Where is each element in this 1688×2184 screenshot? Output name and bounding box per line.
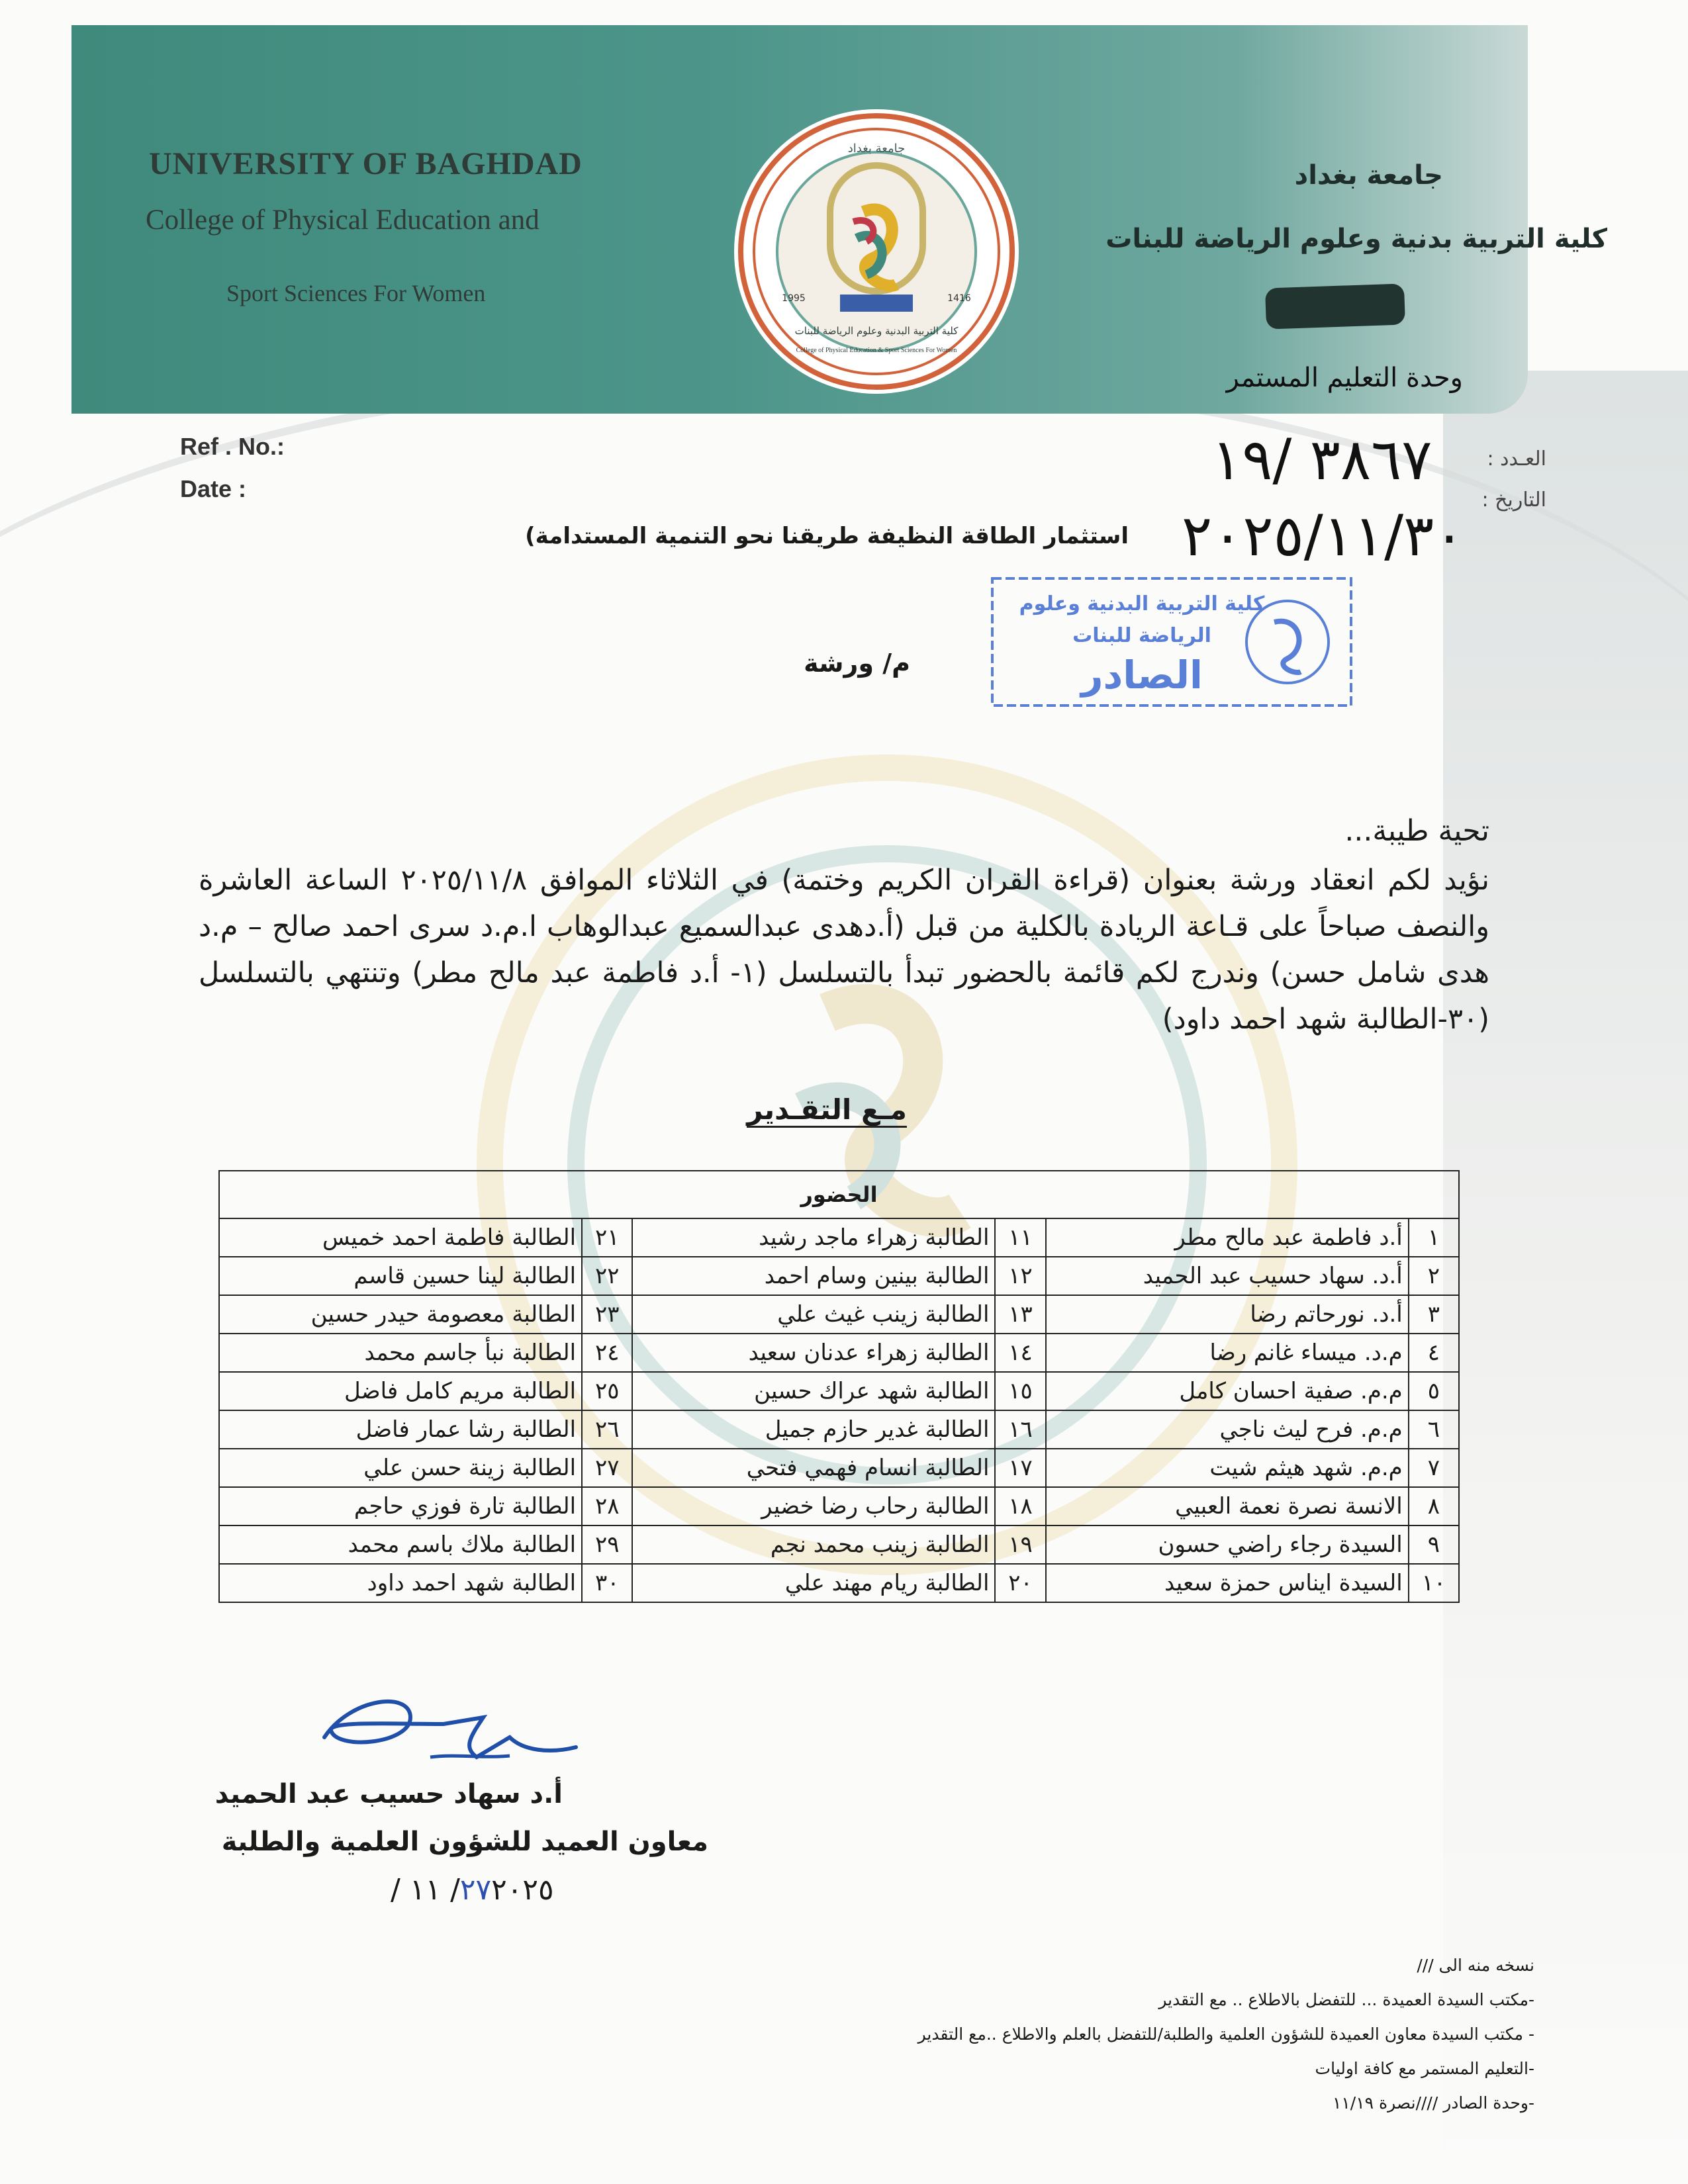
attendee-number: ١١ <box>995 1218 1045 1257</box>
attendee-number: ٦ <box>1409 1410 1459 1449</box>
attendee-name: الطالبة زينب محمد نجم <box>632 1525 995 1564</box>
college-name-en-line1: College of Physical Education and <box>146 205 539 236</box>
attendee-name: السيدة ايناس حمزة سعيد <box>1046 1564 1409 1602</box>
subject-line: استثمار الطاقة النظيفة طريقنا نحو التنمية المستدامة) <box>525 523 1129 549</box>
attendee-number: ١٠ <box>1409 1564 1459 1602</box>
logo-top-text: جامعة بغداد <box>847 142 906 156</box>
attendee-name: الطالبة زينب غيث علي <box>632 1295 995 1334</box>
attendee-name: م.م. صفية احسان كامل <box>1046 1372 1409 1410</box>
greeting: تحية طيبة... <box>1344 814 1489 848</box>
attendee-name: الطالبة لينا حسين قاسم <box>219 1257 582 1295</box>
attendee-number: ١٦ <box>995 1410 1045 1449</box>
signature-date-printed: ٢٠٢٥/ ١١ / <box>391 1873 554 1907</box>
attendee-name: الطالبة رحاب رضا خضير <box>632 1487 995 1525</box>
attendee-number: ٢٠ <box>995 1564 1045 1602</box>
attendee-name: الطالبة مريم كامل فاضل <box>219 1372 582 1410</box>
table-row <box>219 1449 1459 1487</box>
attendee-name: الطالبة ريام مهند علي <box>632 1564 995 1602</box>
stamp-line2: الرياضة للبنات <box>1072 624 1211 647</box>
attendee-name: الطالبة تارة فوزي حاجم <box>219 1487 582 1525</box>
attendee-number: ١ <box>1409 1218 1459 1257</box>
attendee-number: ١٥ <box>995 1372 1045 1410</box>
signatory-title: معاون العميد للشؤون العلمية والطلبة <box>221 1827 708 1857</box>
redaction-mark <box>1265 283 1405 329</box>
attendee-number: ٢٣ <box>582 1295 632 1334</box>
attendee-number: ٧ <box>1409 1449 1459 1487</box>
college-name-ar: كلية التربية بدنية وعلوم الرياضة للبنات <box>1105 224 1607 254</box>
attendee-number: ٢٥ <box>582 1372 632 1410</box>
attendee-number: ٣ <box>1409 1295 1459 1334</box>
attendance-table <box>218 1170 1460 1603</box>
unit-name-ar: وحدة التعليم المستمر <box>1226 363 1463 393</box>
cc-item: -مكتب السيدة العميدة ... للتفضل بالاطلاع .. مع التقدير <box>1158 1990 1534 2009</box>
attendee-name: الانسة نصرة نعمة العبيي <box>1046 1487 1409 1525</box>
attendee-name: أ.د فاطمة عبد مالح مطر <box>1046 1218 1409 1257</box>
attendee-name: الطالبة ملاك باسم محمد <box>219 1525 582 1564</box>
university-seal-logo <box>731 106 1022 397</box>
table-row <box>219 1564 1459 1602</box>
stamp-line3: الصادر <box>1081 653 1203 698</box>
attendee-number: ١٤ <box>995 1334 1045 1372</box>
table-row <box>219 1525 1459 1564</box>
attendee-number: ١٢ <box>995 1257 1045 1295</box>
table-row <box>219 1487 1459 1525</box>
date-label-ar: التاريخ : <box>1481 488 1546 512</box>
attendee-name: الطالبة زهراء عدنان سعيد <box>632 1334 995 1372</box>
table-row <box>219 1372 1459 1410</box>
outgoing-stamp <box>990 576 1354 708</box>
attendee-name: الطالبة زهراء ماجد رشيد <box>632 1218 995 1257</box>
signature-date-day: ٢٧ <box>459 1873 492 1907</box>
attendee-name: الطالبة رشا عمار فاضل <box>219 1410 582 1449</box>
signature-date <box>391 1873 554 1907</box>
attendee-number: ٥ <box>1409 1372 1459 1410</box>
handwritten-ref-number: ٣٨٦٧ /١٩ <box>1211 427 1432 493</box>
regards-line: مـع التقـدير <box>747 1093 907 1128</box>
attendee-name: الطالبة شهد احمد داود <box>219 1564 582 1602</box>
date-label: Date : <box>180 475 247 502</box>
cc-item: - مكتب السيدة معاون العميدة للشؤون العلمية والطلبة/للتفضل بالعلم والاطلاع ..مع التقدير <box>917 2025 1534 2044</box>
table-row <box>219 1295 1459 1334</box>
signatory-name: أ.د سهاد حسيب عبد الحميد <box>214 1779 563 1809</box>
body-paragraph: نؤيد لكم انعقاد ورشة بعنوان (قراءة القران الكريم وختمة) في الثلاثاء الموافق ٢٠٢٥/١١/٨ الساعة العاشرة والنصف صباحاً على قـاعة الريادة بالكلية من قبل (أ.دهدى عبدالسميع عبدالوهاب ا.م.د سرى احمد صالح – م.د هدى شامل حسن) وندرج لكم قائمة بالحضور تبدأ بالتسلسل (١- أ.د فاطمة عبد مالح مطر) وتنتهي بالتسلسل (٣٠-الطالبة شهد احمد داود) <box>199 864 1489 1036</box>
re-line: م/ ورشة <box>804 649 910 678</box>
attendee-name: م.م. شهد هيثم شيت <box>1046 1449 1409 1487</box>
attendee-name: الطالبة غدير حازم جميل <box>632 1410 995 1449</box>
logo-year-right: 1416 <box>947 293 971 304</box>
attendee-number: ٨ <box>1409 1487 1459 1525</box>
attendee-name: أ.د. سهاد حسيب عبد الحميد <box>1046 1257 1409 1295</box>
table-row <box>219 1334 1459 1372</box>
attendee-number: ١٣ <box>995 1295 1045 1334</box>
attendee-number: ٤ <box>1409 1334 1459 1372</box>
attendee-number: ٢٧ <box>582 1449 632 1487</box>
attendee-number: ١٨ <box>995 1487 1045 1525</box>
attendee-name: الطالبة شهد عراك حسين <box>632 1372 995 1410</box>
cc-item: -التعليم المستمر مع كافة اوليات <box>1315 2059 1534 2078</box>
handwritten-signature <box>311 1684 589 1777</box>
attendee-number: ٢١ <box>582 1218 632 1257</box>
attendance-title: الحضور <box>219 1171 1459 1218</box>
attendee-number: ٢٤ <box>582 1334 632 1372</box>
attendee-number: ١٧ <box>995 1449 1045 1487</box>
attendee-name: الطالبة نبأ جاسم محمد <box>219 1334 582 1372</box>
stamp-line1: كلية التربية البدنية وعلوم <box>1019 592 1265 615</box>
attendee-number: ٢٩ <box>582 1525 632 1564</box>
attendee-name: م.م. فرح ليث ناجي <box>1046 1410 1409 1449</box>
ref-no-label: Ref . No.: <box>180 433 285 460</box>
attendee-number: ١٩ <box>995 1525 1045 1564</box>
attendee-name: الطالبة فاطمة احمد خميس <box>219 1218 582 1257</box>
attendee-name: الطالبة انسام فهمي فتحي <box>632 1449 995 1487</box>
attendee-number: ٩ <box>1409 1525 1459 1564</box>
handwritten-date: ٢٠٢٥/١١/٣٠ <box>1182 503 1465 569</box>
attendee-name: الطالبة معصومة حيدر حسين <box>219 1295 582 1334</box>
logo-bottom-text: كلية التربية البدنية وعلوم الرياضة للبنات <box>794 325 959 337</box>
attendee-name: السيدة رجاء راضي حسون <box>1046 1525 1409 1564</box>
cc-heading: نسخه منه الى /// <box>1417 1956 1534 1975</box>
attendee-name: م.د. ميساء غانم رضا <box>1046 1334 1409 1372</box>
college-name-en-line2: Sport Sciences For Women <box>226 280 486 306</box>
table-row <box>219 1410 1459 1449</box>
cc-list <box>918 1948 1534 2120</box>
attendee-name: أ.د. نورحاتم رضا <box>1046 1295 1409 1334</box>
table-row <box>219 1218 1459 1257</box>
attendee-name: الطالبة بينين وسام احمد <box>632 1257 995 1295</box>
table-row <box>219 1257 1459 1295</box>
attendee-number: ٢٢ <box>582 1257 632 1295</box>
university-name-en: UNIVERSITY OF BAGHDAD <box>149 146 583 181</box>
logo-band-text: College of Physical Education & Sport Sciences For Women <box>796 347 957 354</box>
attendee-number: ٢٨ <box>582 1487 632 1525</box>
cc-item: -وحدة الصادر ////نصرة ١١/١٩ <box>1332 2093 1534 2113</box>
university-name-ar: جامعة بغداد <box>1294 160 1443 191</box>
number-label-ar: العـدد : <box>1487 447 1546 471</box>
attendee-number: ٢ <box>1409 1257 1459 1295</box>
logo-year-left: 1995 <box>782 293 806 304</box>
attendee-name: الطالبة زينة حسن علي <box>219 1449 582 1487</box>
attendee-number: ٢٦ <box>582 1410 632 1449</box>
attendee-number: ٣٠ <box>582 1564 632 1602</box>
